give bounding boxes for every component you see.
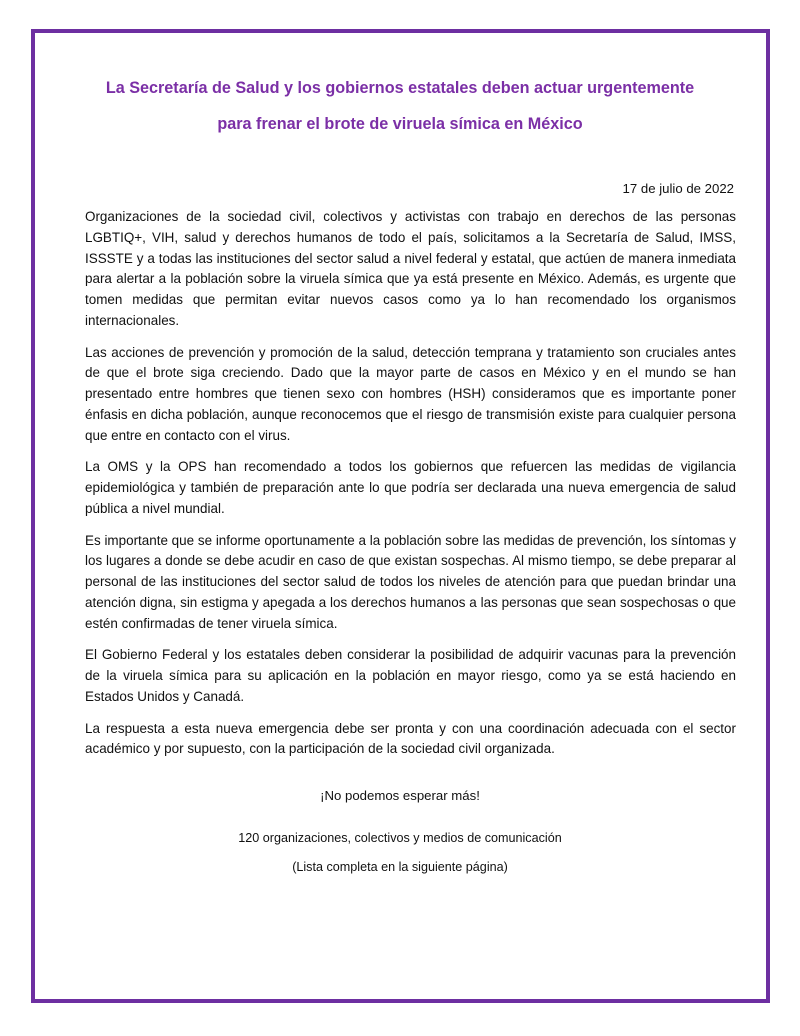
signatories-count: 120 organizaciones, colectivos y medios de comunicación <box>238 831 562 845</box>
list-note: (Lista completa en la siguiente página) <box>292 860 508 874</box>
paragraph-5: El Gobierno Federal y los estatales deben considerar la posibilidad de adquirir vacunas para la prevención de la viruela símica para su aplicación en la población en mayor riesgo, como ya se está haciendo en Estados Unidos y Canadá. <box>85 647 736 704</box>
closing-statement: ¡No podemos esperar más! <box>320 788 480 803</box>
paragraph-3: La OMS y la OPS han recomendado a todos los gobiernos que refuercen las medidas de vigilancia epidemiológica y también de preparación ante lo que podría ser declarada una nueva emergencia de salud pública a nivel mundial. <box>85 459 736 516</box>
paragraph-2: Las acciones de prevención y promoción de la salud, detección temprana y tratamiento son cruciales antes de que el brote siga creciendo. Dado que la mayor parte de casos en México y en el mundo se han presentado entre hombres que tienen sexo con hombres (HSH) consideramos que es importante poner énfasis en dicha población, aunque reconocemos que el riesgo de transmisión existe para cualquier persona que entre en contacto con el virus. <box>85 344 736 443</box>
title-line-2: para frenar el brote de viruela símica en México <box>217 115 583 133</box>
title-line-1: La Secretaría de Salud y los gobiernos estatales deben actuar urgentemente <box>105 79 695 97</box>
paragraph-4: Es importante que se informe oportunamente a la población sobre las medidas de prevención, los síntomas y los lugares a donde se debe acudir en caso de que existan sospechas. Al mismo tiempo, se debe preparar al personal de las instituciones del sector salud de todos los niveles de atención para que puedan brindar una atención digna, sin estigma y apegada a los derechos humanos a las personas que sean sospechosas o que estén confirmadas de tener viruela símica. <box>85 532 736 631</box>
date: 17 de julio de 2022 <box>622 181 734 196</box>
body-text <box>85 207 736 771</box>
paragraph-1: Organizaciones de la sociedad civil, colectivos y activistas con trabajo en derechos de las personas LGBTIQ+, VIH, salud y derechos humanos de todo el país, solicitamos a la Secretaría de Salud, IMSS, ISSSTE y a todas las instituciones del sector salud a nivel federal y estatal, que actúen de manera inmediata para alertar a la población sobre la viruela símica que ya está presente en México. Además, es urgente que tomen medidas que permitan evitar nuevos casos como ya lo han recomendado los organismos internacionales. <box>85 209 736 328</box>
paragraph-6: La respuesta a esta nueva emergencia debe ser pronta y con una coordinación adecuada con el sector académico y por supuesto, con la participación de la sociedad civil organizada. <box>85 720 736 757</box>
